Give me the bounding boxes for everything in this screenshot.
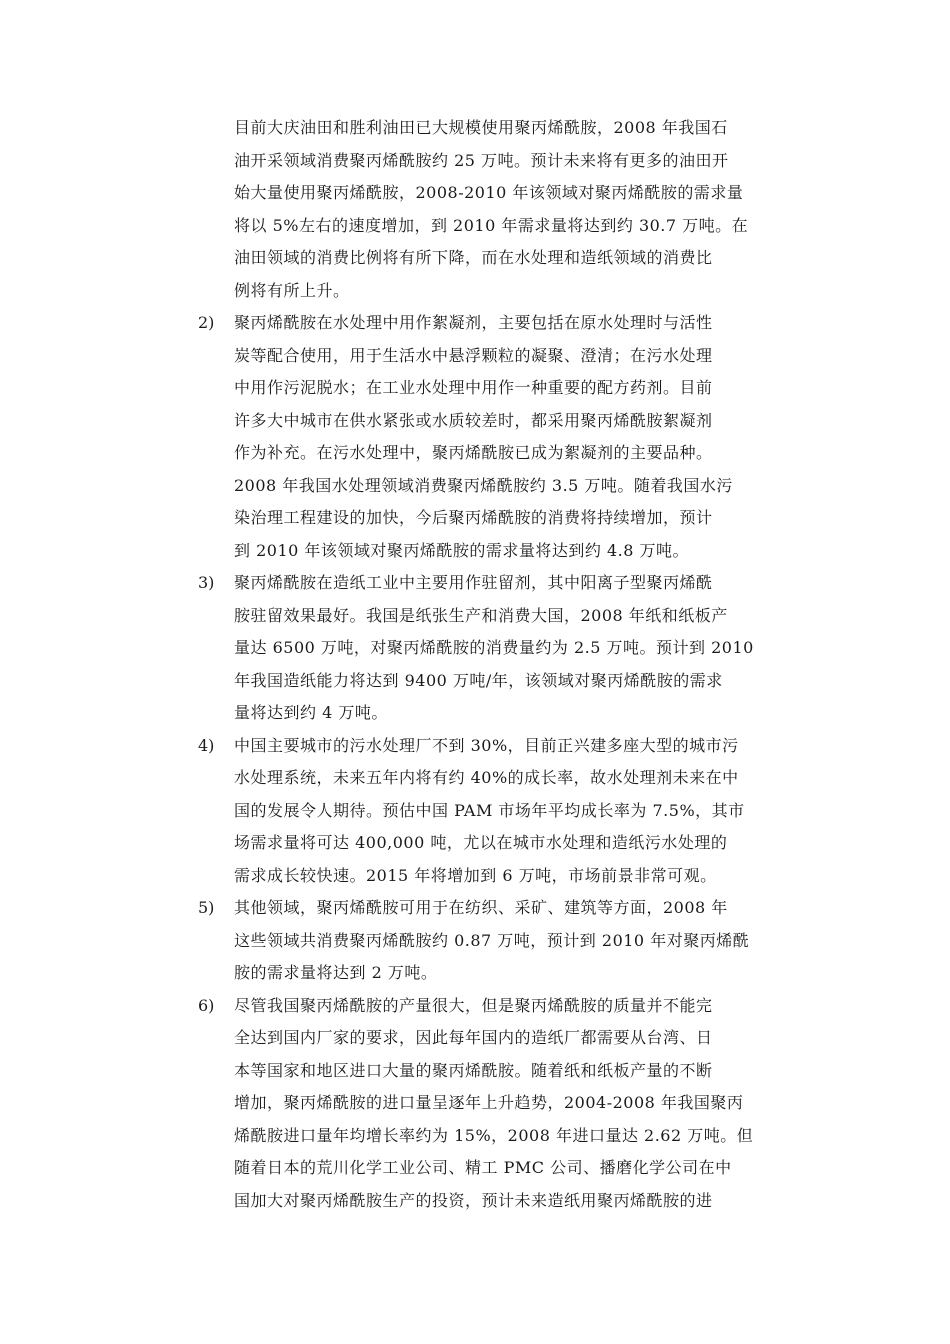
- list-item-number: 5): [198, 898, 215, 917]
- list-item-line: 需求成长较快速。2015 年将增加到 6 万吨，市场前景非常可观。: [234, 865, 717, 885]
- list-item-line: 染治理工程建设的加快，今后聚丙烯酰胺的消费将持续增加，预计: [234, 508, 713, 527]
- intro-line: 油开采领域消费聚丙烯酰胺约 25 万吨。预计未来将有更多的油田开: [234, 150, 729, 170]
- list-item-line: 场需求量将可达 400,000 吨，尤以在城市水处理和造纸污水处理的: [234, 833, 728, 852]
- list-item-line: 中用作污泥脱水；在工业水处理中用作一种重要的配方药剂。目前: [234, 378, 713, 397]
- list-item-line: 尽管我国聚丙烯酰胺的产量很大，但是聚丙烯酰胺的质量并不能完: [234, 995, 713, 1015]
- list-item-line: 中国主要城市的污水处理厂不到 30%，目前正兴建多座大型的城市污: [234, 735, 739, 755]
- list-item-line: 烯酰胺进口量年均增长率约为 15%，2008 年进口量达 2.62 万吨。但: [234, 1125, 754, 1145]
- intro-line: 目前大庆油田和胜利油田已大规模使用聚丙烯酰胺，2008 年我国石: [234, 118, 728, 137]
- list-item-line: 2008 年我国水处理领域消费聚丙烯酰胺约 3.5 万吨。随着我国水污: [234, 475, 733, 495]
- list-item-line: 国的发展令人期待。预估中国 PAM 市场年平均成长率为 7.5%，其市: [234, 800, 745, 820]
- list-item-number: 3): [198, 573, 215, 592]
- list-item-number: 2): [198, 313, 215, 332]
- list-item-line: 水处理系统，未来五年内将有约 40%的成长率，故水处理剂未来在中: [234, 768, 739, 787]
- intro-line: 例将有所上升。: [234, 280, 350, 300]
- list-item-line: 聚丙烯酰胺在水处理中用作絮凝剂，主要包括在原水处理时与活性: [234, 313, 713, 332]
- list-item-line: 国加大对聚丙烯酰胺生产的投资，预计未来造纸用聚丙烯酰胺的进: [234, 1190, 713, 1210]
- list-item-line: 聚丙烯酰胺在造纸工业中主要用作驻留剂，其中阳离子型聚丙烯酰: [234, 573, 713, 592]
- list-item-line: 增加，聚丙烯酰胺的进口量呈逐年上升趋势，2004-2008 年我国聚丙: [234, 1093, 744, 1112]
- list-item-line: 胺的需求量将达到 2 万吨。: [234, 963, 438, 982]
- list-item-line: 到 2010 年该领域对聚丙烯酰胺的需求量将达到约 4.8 万吨。: [234, 540, 690, 560]
- list-item-line: 年我国造纸能力将达到 9400 万吨/年，该领域对聚丙烯酰胺的需求: [234, 670, 723, 690]
- list-item-line: 本等国家和地区进口大量的聚丙烯酰胺。随着纸和纸板产量的不断: [234, 1060, 713, 1080]
- list-item-line: 其他领域，聚丙烯酰胺可用于在纺织、采矿、建筑等方面，2008 年: [234, 898, 728, 917]
- list-item-line: 随着日本的荒川化学工业公司、精工 PMC 公司、播磨化学公司在中: [234, 1158, 732, 1177]
- list-item-number: 6): [198, 995, 215, 1015]
- intro-line: 将以 5%左右的速度增加，到 2010 年需求量将达到约 30.7 万吨。在: [234, 215, 749, 235]
- list-item-line: 全达到国内厂家的要求，因此每年国内的造纸厂都需要从台湾、日: [234, 1028, 713, 1047]
- intro-line: 始大量使用聚丙烯酰胺，2008-2010 年该领域对聚丙烯酰胺的需求量: [234, 183, 744, 202]
- list-item-line: 这些领域共消费聚丙烯酰胺约 0.87 万吨，预计到 2010 年对聚丙烯酰: [234, 930, 750, 950]
- list-item-line: 炭等配合使用，用于生活水中悬浮颗粒的凝聚、澄清；在污水处理: [234, 345, 713, 365]
- list-item-line: 作为补充。在污水处理中，聚丙烯酰胺已成为絮凝剂的主要品种。: [234, 443, 713, 462]
- intro-line: 油田领域的消费比例将有所下降，而在水处理和造纸领域的消费比: [234, 248, 713, 267]
- list-item-line: 胺驻留效果最好。我国是纸张生产和消费大国，2008 年纸和纸板产: [234, 605, 728, 625]
- list-item-line: 量达 6500 万吨，对聚丙烯酰胺的消费量约为 2.5 万吨。预计到 2010: [234, 638, 754, 657]
- list-item-line: 许多大中城市在供水紧张或水质较差时，都采用聚丙烯酰胺絮凝剂: [234, 410, 713, 430]
- list-item-line: 量将达到约 4 万吨。: [234, 703, 388, 722]
- list-item-number: 4): [198, 735, 215, 755]
